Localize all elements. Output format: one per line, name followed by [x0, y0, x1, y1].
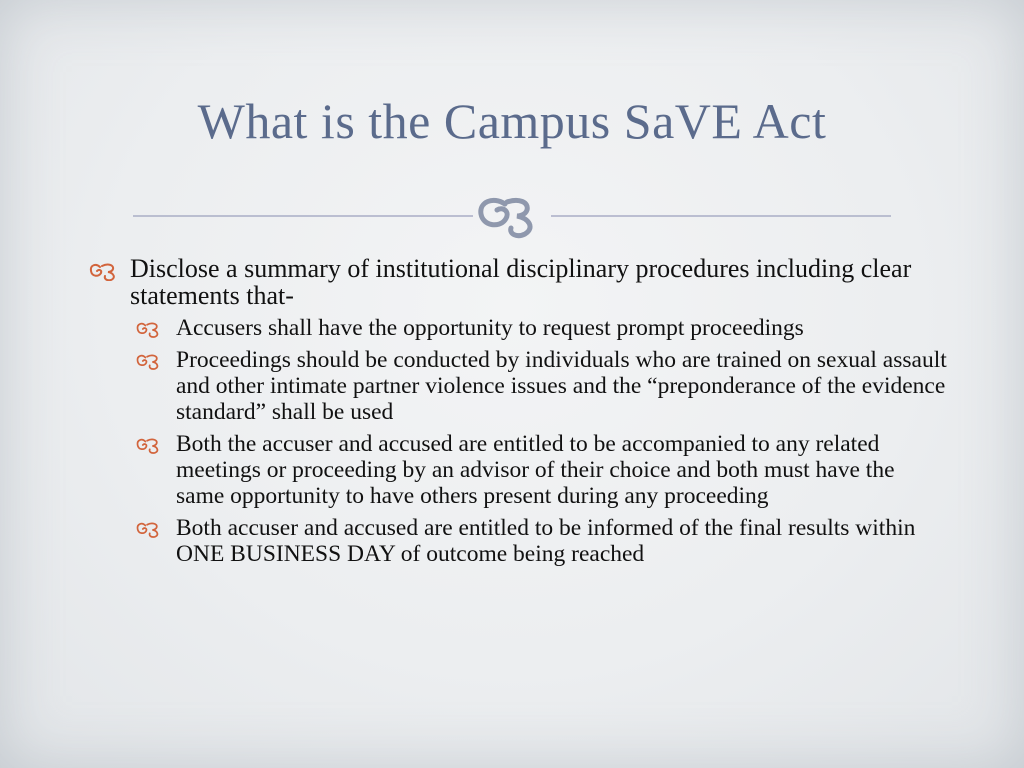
ornament-bullet-icon: [135, 518, 161, 536]
sub-point-text: Proceedings should be conducted by individuals who are trained on sexual assault and other intimate partner violence issues and the “preponderance of the evidence standard” shall be used: [176, 347, 947, 425]
slide-title: What is the Campus SaVE Act: [197, 93, 827, 149]
list-item-main: [88, 255, 948, 309]
ornament-bullet-icon: [135, 318, 161, 336]
sub-point-text: Both accuser and accused are entitled to be informed of the final results within ONE BUSINESS DAY of outcome being reached: [176, 515, 916, 567]
list-item: [88, 315, 948, 341]
ornament-bullet-icon: [135, 350, 161, 368]
bullet-list: [88, 255, 948, 573]
list-item: [88, 431, 948, 509]
sub-point-text: Accusers shall have the opportunity to request prompt proceedings: [176, 315, 804, 341]
ornament-bullet-icon: [88, 259, 118, 279]
title-divider: [133, 190, 891, 242]
list-item: [88, 515, 948, 567]
ornament-icon: [481, 200, 530, 235]
list-item: [88, 347, 948, 425]
sub-point-text: Both the accuser and accused are entitled to be accompanied to any related meetings or proceeding by an advisor of their choice and both must have the same opportunity to have others present during any proceeding: [176, 431, 895, 509]
main-point-text: Disclose a summary of institutional disciplinary procedures including clear statements that-: [130, 254, 912, 310]
ornament-bullet-icon: [135, 434, 161, 452]
